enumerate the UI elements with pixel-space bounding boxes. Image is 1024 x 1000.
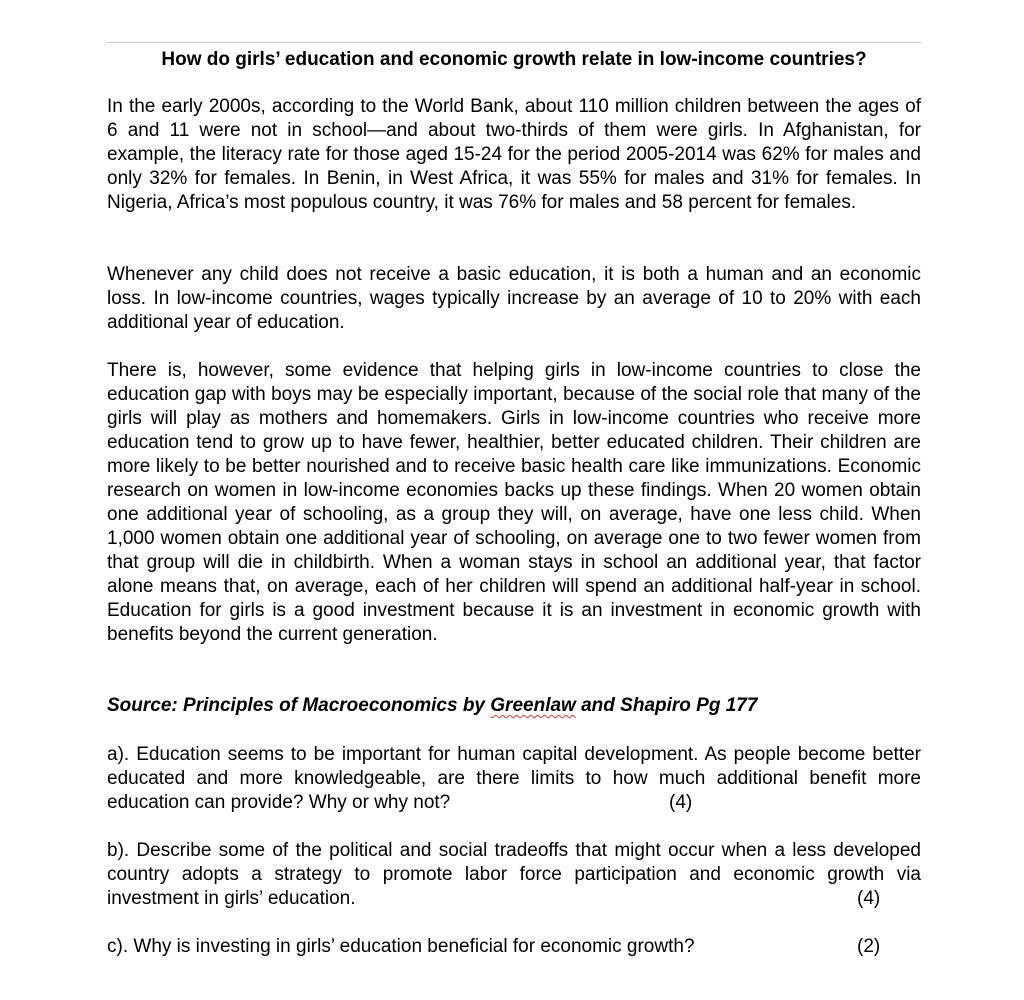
- source-prefix: Source: Principles of Macroeconomics by: [107, 695, 491, 716]
- header-rule: [107, 42, 921, 43]
- question-b-marks: (4): [857, 888, 881, 909]
- document-title: How do girls’ education and economic growth relate in low-income countries?: [161, 49, 867, 70]
- source-suffix: and Shapiro Pg 177: [575, 695, 758, 716]
- question-a-marks: (4): [669, 792, 693, 813]
- paragraph-literacy-stats: In the early 2000s, according to the World Bank, about 110 million children between the ages of 6 and 11 were not in school—and about two-thirds of them were girls. In Afghanistan, for example, the literacy rate for those aged 15-24 for the period 2005-2014 was 62% for males and only 32% for females. In Benin, in West Africa, it was 55% for males and 31% for females. In Nigeria, Africa’s most populous country, it was 76% for males and 58 percent for females.: [107, 96, 921, 213]
- question-c-marks: (2): [857, 936, 881, 957]
- paragraph-economic-loss: Whenever any child does not receive a basic education, it is both a human and an economic loss. In low-income countries, wages typically increase by an average of 10 to 20% with each additional year of education.: [107, 264, 921, 333]
- question-c: c). Why is investing in girls’ education beneficial for economic growth?: [107, 936, 695, 957]
- question-a: a). Education seems to be important for human capital development. As people become better educated and more knowledgeable, are there limits to how much additional benefit more education can provide? Why or why not?: [107, 744, 921, 813]
- question-b: b). Describe some of the political and social tradeoffs that might occur when a less developed country adopts a strategy to promote labor force participation and economic growth via investment in girls’ education.: [107, 840, 921, 909]
- paragraph-girls-education-evidence: There is, however, some evidence that helping girls in low-income countries to close the education gap with boys may be especially important, because of the social role that many of the girls will play as mothers and homemakers. Girls in low-income countries who receive more education tend to grow up to have fewer, healthier, better educated children. Their children are more likely to be better nourished and to receive basic health care like immunizations. Economic research on women in low-income economies backs up these findings. When 20 women obtain one additional year of schooling, as a group they will, on average, have one less child. When 1,000 women obtain one additional year of schooling, on average one to two fewer women from that group will die in childbirth. When a woman stays in school an additional year, that factor alone means that, on average, each of her children will spend an additional half-year in school. Education for girls is a good investment because it is an investment in economic growth with benefits beyond the current generation.: [107, 360, 921, 645]
- source-citation: [107, 694, 921, 718]
- source-author-spellcheck: Greenlaw: [490, 695, 576, 716]
